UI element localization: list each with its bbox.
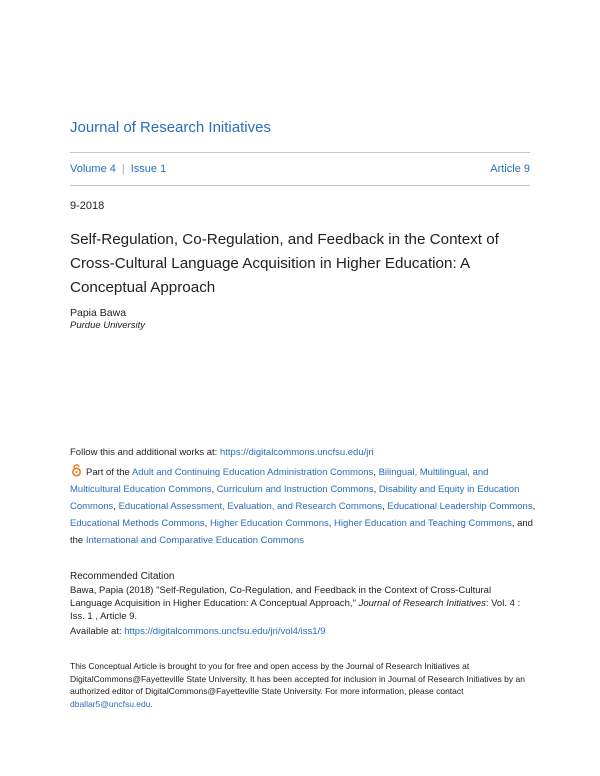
commons-separator: , xyxy=(382,501,388,512)
commons-link[interactable]: Curriculum and Instruction Commons xyxy=(216,484,374,495)
access-notice xyxy=(70,660,535,710)
commons-separator: , xyxy=(211,484,217,495)
separator: | xyxy=(121,163,125,175)
article-number-link[interactable]: Article 9 xyxy=(490,163,530,175)
open-access-icon xyxy=(70,464,83,477)
commons-link[interactable]: Educational Leadership Commons xyxy=(387,501,533,512)
commons-link-international[interactable]: International and Comparative Education Commons xyxy=(85,535,304,546)
available-label: Available at: xyxy=(70,626,125,637)
part-of-prefix: Part of the xyxy=(86,467,132,478)
divider-bottom xyxy=(70,185,530,186)
commons-separator: , xyxy=(113,501,119,512)
citation-volume: : Vol. 4 : Iss. 1 , Article 9. xyxy=(70,598,521,622)
contact-email-link[interactable]: dballar5@uncfsu.edu xyxy=(70,698,151,709)
commons-link[interactable]: Educational Methods Commons xyxy=(70,518,205,529)
divider-top xyxy=(70,152,530,153)
commons-separator: , xyxy=(373,484,379,495)
author-affiliation: Purdue University xyxy=(70,320,145,331)
follow-text: Follow this and additional works at: xyxy=(70,447,220,458)
follow-url-link[interactable]: https://digitalcommons.uncfsu.edu/jri xyxy=(219,447,374,458)
commons-separator: , xyxy=(373,467,379,478)
available-url-link[interactable]: https://digitalcommons.uncfsu.edu/jri/vol4/iss1/9 xyxy=(124,626,326,637)
access-notice-text: This Conceptual Article is brought to you for free and open access by the Journal of Research Initiatives at DigitalCommons@Fayetteville State University. It has been accepted for inclusion in Journal of Research Initiatives by an authorized editor of DigitalCommons@Fayetteville State University. For more information, please contact xyxy=(70,661,525,696)
journal-title-link[interactable]: Journal of Research Initiatives xyxy=(70,119,271,136)
article-title: Self-Regulation, Co-Regulation, and Feedback in the Context of Cross-Cultural Language Acquisition in Higher Education: A Conceptual Approach xyxy=(70,231,499,296)
follow-line xyxy=(70,447,374,458)
commons-link[interactable]: Higher Education and Teaching Commons xyxy=(334,518,512,529)
citation-body: Bawa, Papia (2018) "Self-Regulation, Co-Regulation, and Feedback in the Context of Cross-Cultural Language Acquisition in Higher Education: A Conceptual Approach," xyxy=(70,585,492,609)
issue-link[interactable]: Issue 1 xyxy=(130,163,167,175)
commons-separator: , xyxy=(204,518,210,529)
publication-date: 9-2018 xyxy=(70,200,105,212)
citation-journal: Journal of Research Initiatives xyxy=(358,598,486,609)
commons-link[interactable]: Educational Assessment, Evaluation, and Research Commons xyxy=(118,501,383,512)
citation-text xyxy=(70,584,535,623)
part-of-commons xyxy=(70,464,540,549)
commons-separator: , xyxy=(328,518,335,529)
access-notice-end: . xyxy=(150,698,153,709)
part-of-and: , and the xyxy=(70,518,533,546)
commons-link[interactable]: Adult and Continuing Education Administration Commons xyxy=(131,467,374,478)
commons-link[interactable]: Disability and Equity in Education Commons xyxy=(70,484,520,512)
commons-link[interactable]: Higher Education Commons xyxy=(209,518,329,529)
volume-link[interactable]: Volume 4 xyxy=(70,163,116,175)
commons-links xyxy=(70,467,535,529)
commons-link[interactable]: Bilingual, Multilingual, and Multicultural Education Commons xyxy=(70,467,489,495)
author-name: Papia Bawa xyxy=(70,307,127,319)
recommended-citation-label: Recommended Citation xyxy=(70,571,175,582)
volume-issue-line xyxy=(70,163,166,175)
available-at-line xyxy=(70,626,325,637)
commons-separator: , xyxy=(532,501,536,512)
